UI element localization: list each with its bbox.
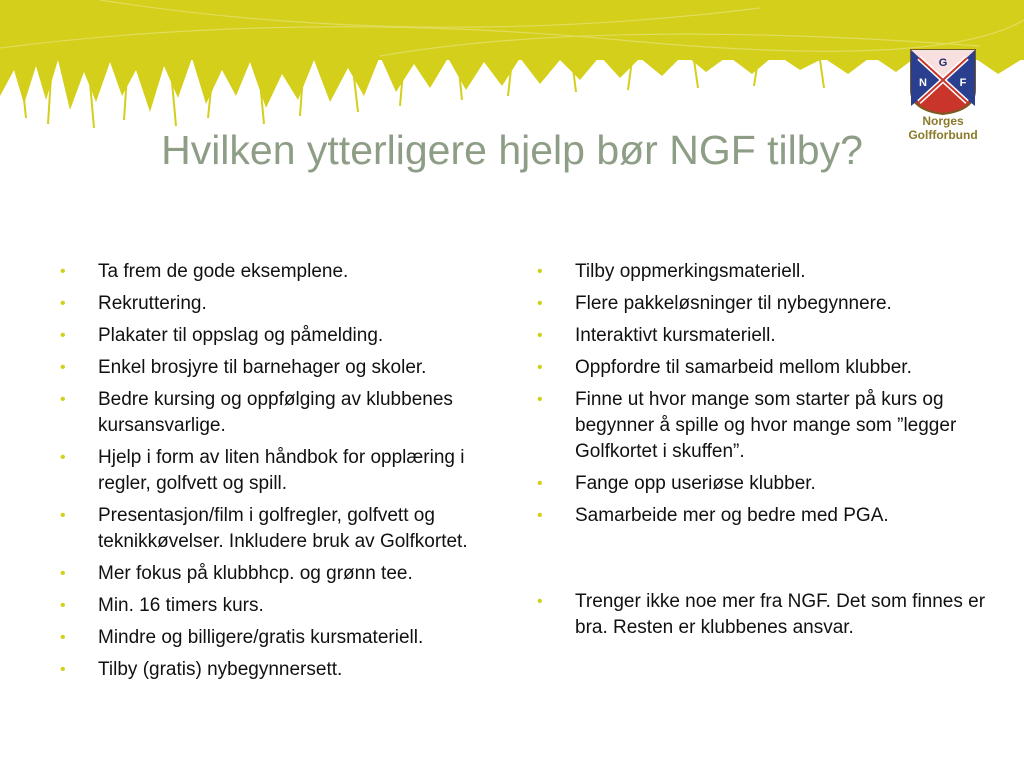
list-item xyxy=(60,291,520,317)
list-item-text: Fange opp useriøse klubber. xyxy=(575,473,816,494)
list-item xyxy=(60,355,520,381)
svg-text:F: F xyxy=(959,77,967,89)
list-item-text: Tilby oppmerkingsmateriell. xyxy=(575,261,806,282)
bullet-icon: • xyxy=(537,263,543,280)
list-item xyxy=(60,259,520,285)
logo-text-norges: Norges xyxy=(922,114,964,128)
list-item xyxy=(60,323,520,349)
bullet-icon: • xyxy=(537,359,543,376)
bullet-icon: • xyxy=(537,475,543,492)
bullet-icon: • xyxy=(60,507,66,524)
bullet-icon: • xyxy=(537,295,543,312)
list-item-text: Flere pakkeløsninger til nybegynnere. xyxy=(575,293,892,314)
bullet-icon: • xyxy=(60,565,66,582)
list-item-text: Ta frem de gode eksemplene. xyxy=(98,261,349,282)
list-item xyxy=(60,561,520,587)
bullet-icon: • xyxy=(60,597,66,614)
list-item xyxy=(537,291,1017,317)
bullet-icon: • xyxy=(60,629,66,646)
list-item-text: Presentasjon/film i golfregler, golfvett og teknikkøvelser. Inkludere bruk av Golfkortet. xyxy=(98,505,468,552)
list-item xyxy=(537,471,1017,497)
list-item xyxy=(60,625,520,651)
bullet-icon: • xyxy=(60,661,66,678)
bullet-icon: • xyxy=(537,593,543,610)
logo-text-golfforbund: Golfforbund xyxy=(908,128,978,142)
bullet-icon: • xyxy=(60,263,66,280)
list-item-text: Min. 16 timers kurs. xyxy=(98,595,264,616)
list-item xyxy=(537,355,1017,381)
bullet-icon: • xyxy=(60,359,66,376)
list-item xyxy=(537,589,1017,641)
list-item-text: Enkel brosjyre til barnehager og skoler. xyxy=(98,357,427,378)
bullet-icon: • xyxy=(60,449,66,466)
list-item-text: Oppfordre til samarbeid mellom klubber. xyxy=(575,357,912,378)
svg-text:N: N xyxy=(919,77,927,89)
list-item xyxy=(537,503,1017,529)
bullet-icon: • xyxy=(537,391,543,408)
list-item-text: Plakater til oppslag og påmelding. xyxy=(98,325,384,346)
list-item-text: Samarbeide mer og bedre med PGA. xyxy=(575,505,889,526)
slide-title: Hvilken ytterligere hjelp bør NGF tilby? xyxy=(161,127,863,173)
list-item xyxy=(537,259,1017,285)
svg-text:G: G xyxy=(938,57,948,69)
list-item-text: Interaktivt kursmateriell. xyxy=(575,325,776,346)
list-item xyxy=(537,323,1017,349)
bullet-icon: • xyxy=(537,327,543,344)
list-item-text: Bedre kursing og oppfølging av klubbenes kursansvarlige. xyxy=(98,389,453,436)
list-item-text: Mer fokus på klubbhcp. og grønn tee. xyxy=(98,563,413,584)
list-item xyxy=(60,387,520,439)
list-item-text: Trenger ikke noe mer fra NGF. Det som finnes er bra. Resten er klubbenes ansvar. xyxy=(575,591,986,638)
list-item-text: Finne ut hvor mange som starter på kurs og begynner å spille og hvor mange som ”legger Golfkortet i skuffen”. xyxy=(575,389,957,462)
left-bullet-list xyxy=(60,259,520,689)
bullet-icon: • xyxy=(60,295,66,312)
right-bullet-list xyxy=(537,259,1017,647)
bullet-icon: • xyxy=(60,327,66,344)
list-item-text: Mindre og billigere/gratis kursmateriell. xyxy=(98,627,424,648)
bullet-icon: • xyxy=(60,391,66,408)
list-item xyxy=(60,657,520,683)
list-item-text: Rekruttering. xyxy=(98,293,207,314)
list-item-text: Hjelp i form av liten håndbok for opplæring i regler, golfvett og spill. xyxy=(98,447,465,494)
list-item xyxy=(60,503,520,555)
list-item xyxy=(60,593,520,619)
list-item xyxy=(60,445,520,497)
bullet-icon: • xyxy=(537,507,543,524)
list-item-text: Tilby (gratis) nybegynnersett. xyxy=(98,659,343,680)
list-item xyxy=(537,387,1017,465)
